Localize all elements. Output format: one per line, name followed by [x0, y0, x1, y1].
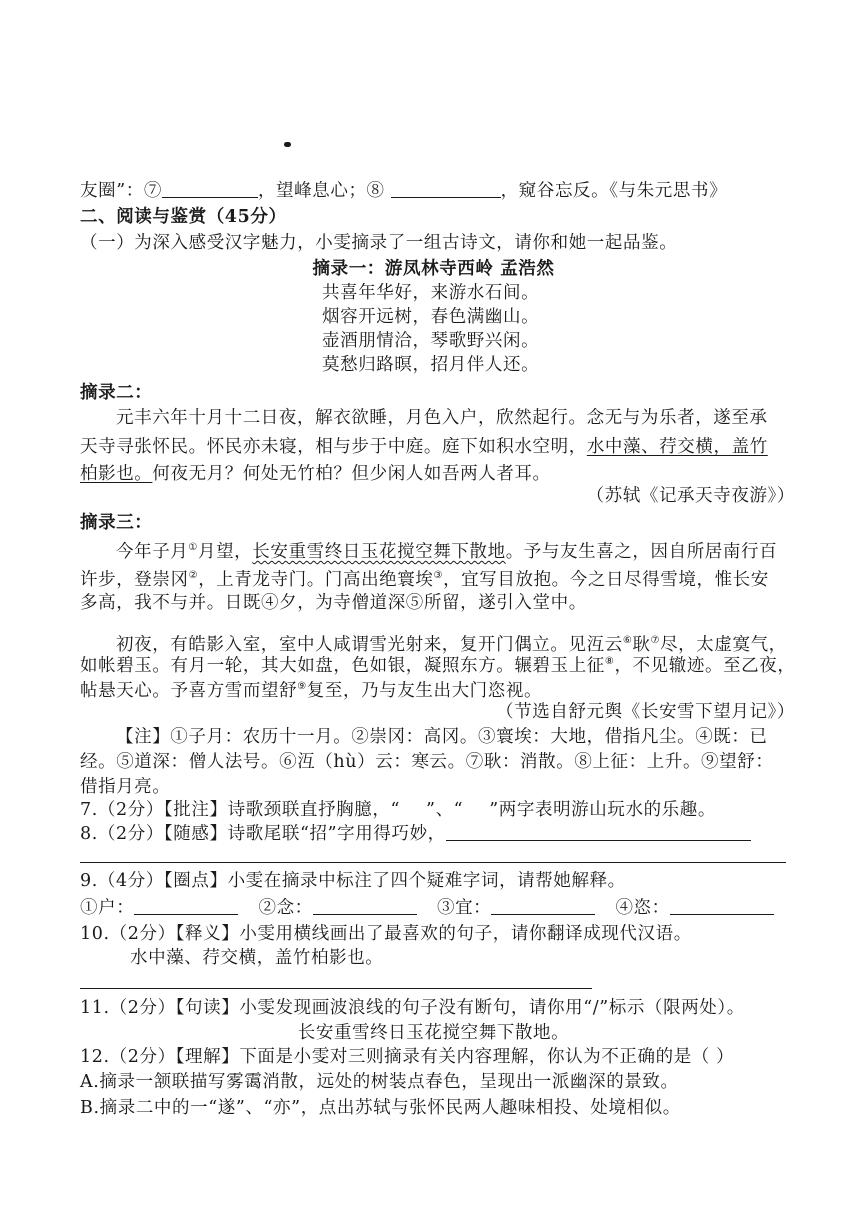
underlined-sentence-end: 柏影也。: [80, 464, 153, 484]
answer-blank-9-4[interactable]: [670, 896, 774, 915]
note-marker: ③: [433, 570, 444, 581]
ink-speck: [284, 142, 291, 147]
answer-blank-9-1[interactable]: [134, 896, 238, 915]
question-9-items: [80, 896, 774, 920]
underlined-sentence: 水中藻、荇交横，盖竹: [586, 437, 768, 457]
poem-line-3: 壶酒朋情洽，琴歌野兴闲。: [322, 331, 540, 351]
note-marker: ⑦: [650, 635, 661, 646]
answer-line-q10[interactable]: [80, 988, 592, 989]
answer-blank-9-3[interactable]: [491, 896, 595, 915]
excerpt-two-line-3: [80, 462, 551, 486]
note-marker: ②: [188, 570, 199, 581]
question-9: 9.（4分）【圈点】小雯在摘录中标注了四个疑难字词，请帮她解释。: [80, 871, 626, 891]
excerpt-three-line-6: [80, 675, 542, 703]
fill-prefix: 友圈”：⑦: [80, 181, 162, 201]
answer-blank-8a[interactable]: [446, 822, 751, 841]
note-marker: ⑨: [297, 681, 307, 692]
note-marker: ⑥: [622, 635, 633, 646]
wavy-underlined-sentence: 长安重雪终日玉花搅空舞下散地: [252, 541, 506, 562]
fill-suffix: ，窥谷忘反。《与朱元思书》: [500, 181, 728, 201]
option-b: B.摘录二中的一“遂”、“亦”，点出苏轼与张怀民两人趣味相投、处境相似。: [80, 1098, 681, 1118]
excerpt-two-label: 摘录二：: [80, 383, 153, 403]
poem-line-1: 共喜年华好，来游水石间。: [322, 283, 540, 303]
text-segment: 月望，: [197, 541, 253, 562]
text-segment: 7.（2分）【批注】诗歌颈联直抒胸臆，“: [80, 800, 401, 820]
excerpt-two-line-2: [80, 435, 768, 459]
question-8: [80, 822, 751, 846]
question-11: 11.（2分）【句读】小雯发现画波浪线的句子没有断句，请你用“/”标示（限两处）。: [80, 998, 745, 1018]
note-marker: ①: [188, 542, 198, 553]
section-intro: （一）为深入感受汉字魅力，小雯摘录了一组古诗文，请你和她一起品鉴。: [80, 233, 678, 253]
text-segment: 。予与友生喜之，因自所居南行百: [505, 541, 778, 562]
text-segment: 天寺寻张怀民。怀民亦未寝，相与步于中庭。庭下如积水空明，: [80, 437, 587, 457]
text-segment: 许步，登崇冈: [80, 569, 189, 590]
excerpt-two-line-1: 元丰六年十月十二日夜，解衣欲睡，月色入户，欣然起行。念无与为乐者，遂至承: [116, 408, 768, 428]
text-segment: 帖悬天心。予喜方雪而望舒: [80, 680, 298, 701]
option-a: A.摘录一颔联描写雾霭消散，远处的树装点春色，呈现出一派幽深的景致。: [80, 1072, 679, 1092]
text-segment: ，宜写目放抱。今之日尽得雪境，惟长安: [443, 569, 769, 590]
text-segment: 如帐碧玉。有月一轮，其大如盘，色如银，凝照东方。辗碧玉上征: [80, 655, 605, 676]
answer-blank-7[interactable]: [162, 179, 258, 198]
answer-line-q8[interactable]: [80, 862, 786, 863]
note-marker: ⑧: [604, 656, 615, 667]
excerpt-three-line-2: [80, 564, 769, 592]
question-7: [80, 798, 716, 822]
term-label: ②念：: [258, 898, 313, 918]
text-segment: 尽，太虚寞气，: [660, 634, 787, 655]
notes-line-2: 经。⑤道深：僧人法号。⑥沍（hù）云：寒云。⑦耿：消散。⑧上征：上升。⑨望舒：: [80, 752, 774, 772]
text-segment: ，上青龙寺门。门高出绝寰埃: [198, 569, 434, 590]
answer-blank-9-2[interactable]: [313, 896, 417, 915]
section-title: 二、阅读与鉴赏（45分）: [80, 207, 287, 227]
text-segment: 耿: [632, 634, 651, 655]
text-segment: ”两字表明游山玩水的乐趣。: [489, 800, 716, 820]
excerpt-three-label: 摘录三：: [80, 513, 153, 533]
fill-mid: ，望峰息心；⑧: [257, 181, 385, 201]
term-label: ④恣：: [615, 898, 670, 918]
excerpt-three-line-3: 多高，我不与并。日既④夕，为寺僧道深⑤所留，遂引入堂中。: [80, 593, 587, 613]
text-segment: 复至，乃与友生出大门恣视。: [306, 680, 543, 701]
text-segment: 何夜无月？何处无竹柏？但少闲人如吾两人者耳。: [152, 464, 551, 484]
text-segment: 今年子月: [116, 541, 189, 562]
excerpt-three-line-1: [116, 536, 777, 564]
excerpt-three-source: （节选自舒元舆《长安雪下望月记》）: [496, 702, 795, 722]
text-segment: ，不见辙迹。至乙夜，: [614, 655, 796, 676]
poem-line-2: 烟容开远树，春色满幽山。: [322, 307, 540, 327]
notes-line-1: 【注】①子月：农历十一月。②崇冈：高冈。③寰埃：大地，借指凡尘。④既：已: [116, 727, 768, 747]
answer-blank-8[interactable]: [391, 179, 501, 198]
question-11-sentence: 长安重雪终日玉花搅空舞下散地。: [297, 1023, 570, 1043]
text-segment: ”、“: [426, 800, 464, 820]
term-label: ①户：: [80, 898, 135, 918]
text-segment: 初夜，有皓影入室，室中人咸谓雪光射来，复开门偶立。见沍云: [116, 634, 623, 655]
text-segment: 8.（2分）【随感】诗歌尾联“招”字用得巧妙，: [80, 824, 446, 844]
excerpt-three-line-5: [80, 650, 795, 678]
question-fill-line: [80, 179, 727, 203]
excerpt-two-source: （苏轼《记承天寺夜游》）: [586, 486, 795, 506]
poem-line-4: 莫愁归路暝，招月伴人还。: [322, 355, 540, 375]
question-10-sentence: 水中藻、荇交横，盖竹柏影也。: [130, 948, 384, 968]
term-label: ③宜：: [436, 898, 492, 918]
question-10: 10.（2分）【释义】小雯用横线画出了最喜欢的句子，请你翻译成现代汉语。: [80, 924, 692, 944]
question-12: 12.（2分）【理解】下面是小雯对三则摘录有关内容理解，你认为不正确的是（ ）: [80, 1047, 735, 1067]
notes-line-3: 借指月亮。: [80, 777, 171, 797]
excerpt-one-title: 摘录一：游凤林寺西岭 孟浩然: [312, 259, 555, 279]
